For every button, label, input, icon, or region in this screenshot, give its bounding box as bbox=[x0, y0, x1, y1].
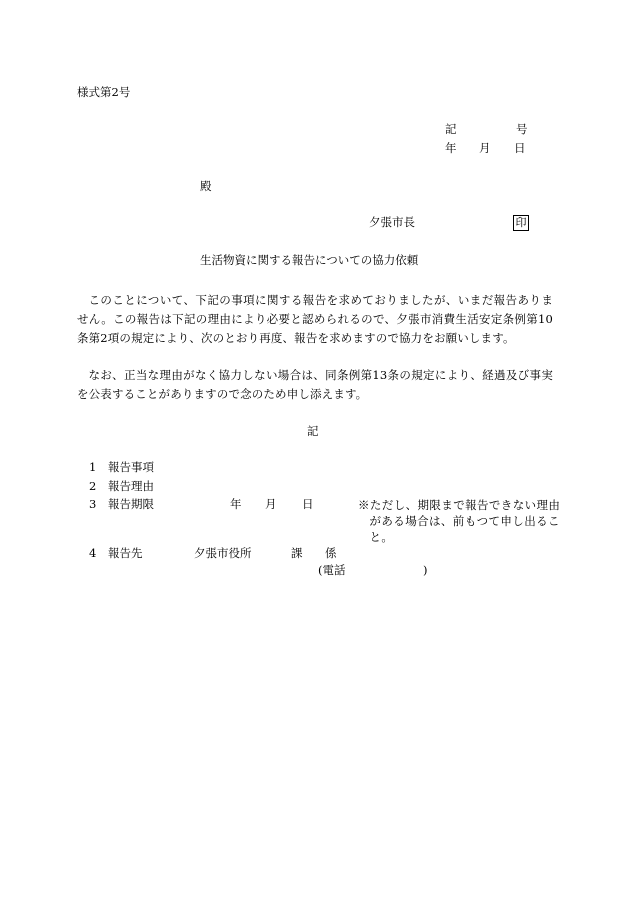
item-number-2: 2 bbox=[89, 479, 97, 493]
date-year: 年 bbox=[445, 141, 457, 155]
date-month: 月 bbox=[479, 141, 491, 155]
sender: 夕張市長 bbox=[369, 215, 415, 229]
deadline-day: 日 bbox=[302, 497, 314, 511]
seal-mark bbox=[513, 215, 529, 231]
document-number-ki: 記 bbox=[445, 122, 457, 136]
deadline-month: 月 bbox=[265, 497, 277, 511]
phone-label: (電話 bbox=[318, 563, 346, 577]
body-paragraph-1: このことについて、下記の事項に関する報告を求めておりましたが、いまだ報告ありません。この報告は下記の理由により必要と認められるので、夕張市消費生活安定条例第10条第2項の規定により、次のとおり再度、報告を求めますので協力をお願いします。 bbox=[77, 293, 553, 346]
addressee-suffix: 殿 bbox=[200, 179, 212, 193]
seal-icon: 印 bbox=[513, 215, 529, 231]
item-number-4: 4 bbox=[89, 546, 97, 560]
item-label-3: 報告期限 bbox=[108, 497, 154, 511]
deadline-year: 年 bbox=[230, 497, 242, 511]
item-label-4: 報告先 bbox=[108, 546, 143, 560]
destination-section: 係 bbox=[325, 546, 337, 560]
item-label-1: 報告事項 bbox=[108, 460, 154, 474]
item-label-2: 報告理由 bbox=[108, 479, 154, 493]
item-number-1: 1 bbox=[89, 460, 97, 474]
date-day: 日 bbox=[514, 141, 526, 155]
section-heading: 記 bbox=[307, 424, 319, 438]
phone-close: ) bbox=[423, 563, 428, 577]
destination-department: 課 bbox=[291, 546, 303, 560]
body-paragraph-2: なお、正当な理由がなく協力しない場合は、同条例第13条の規定により、経過及び事実を公表することがありますので念のため申し添えます。 bbox=[77, 368, 553, 402]
document-title: 生活物資に関する報告についての協力依頼 bbox=[200, 253, 419, 267]
form-number: 様式第2号 bbox=[77, 85, 131, 99]
destination-office: 夕張市役所 bbox=[194, 546, 252, 560]
item-number-3: 3 bbox=[89, 497, 97, 511]
document-number-gou: 号 bbox=[516, 122, 528, 136]
deadline-note: ※ただし、期限まで報告できない理由がある場合は、前もつて申し出ること。 bbox=[358, 498, 561, 544]
